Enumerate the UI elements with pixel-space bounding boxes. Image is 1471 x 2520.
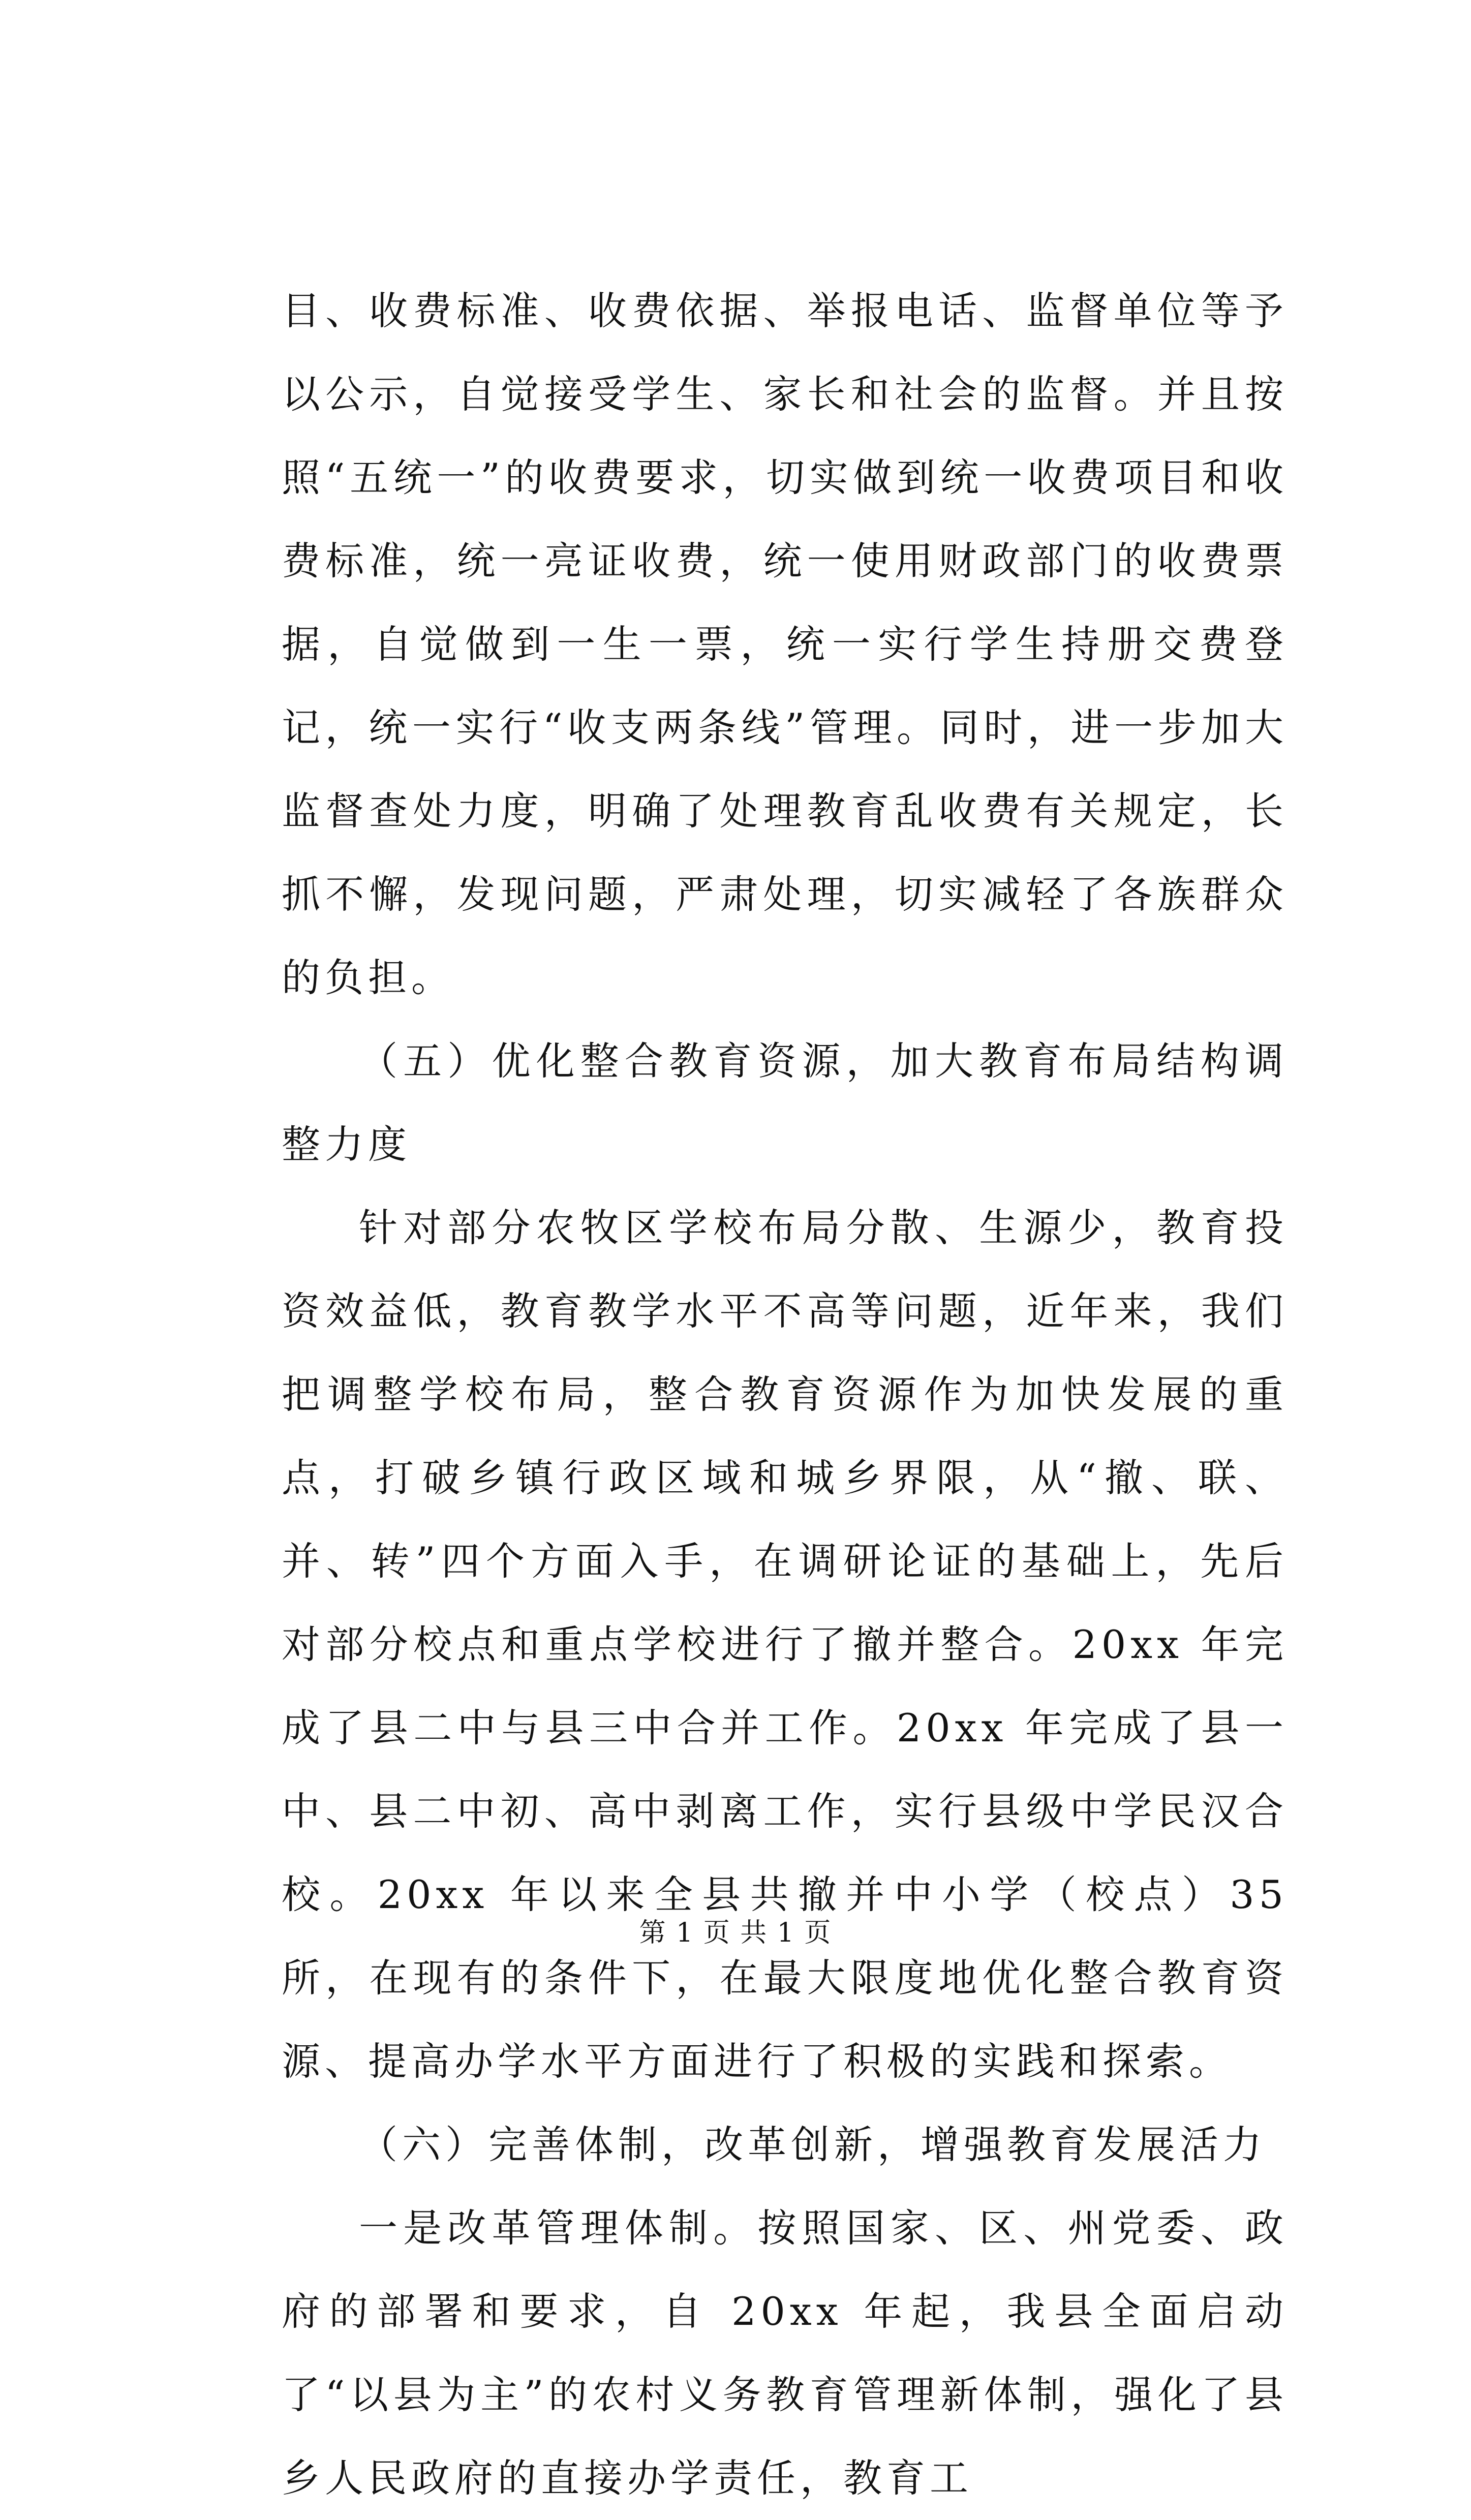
document-body xyxy=(282,269,1288,2520)
section-heading-five: （五）优化整合教育资源，加大教育布局结构调整力度 xyxy=(282,1038,1288,1167)
paragraph-management-reform: 一是改革管理体制。按照国家、区、州党委、政府的部署和要求，自 20xx 年起，我县全面启动了“以县为主”的农村义务教育管理新体制，强化了县乡人民政府的直接办学责任，教育工 xyxy=(282,2205,1288,2501)
page-footer: 第 1 页 共 1 页 xyxy=(639,1918,832,1948)
paragraph-resource-integration: 针对部分农牧区学校布局分散、生源少，教育投资效益低，教育教学水平不高等问题，近年来，我们把调整学校布局，整合教育资源作为加快发展的重点，打破乡镇行政区域和城乡界限，从“撤、联、并、转”四个方面入手，在调研论证的基础上，先后对部分校点和重点学校进行了撤并整合。20xx 年完成了县二中与县三中合并工作。20xx 年完成了县一中、县二中初、高中剥离工作，实行县级中学民汉合校。20xx 年以来全县共撤并中小学（校点）35 所，在现有的条件下，在最大限度地优化整合教育资源、提高办学水平方面进行了积极的实践和探索。 xyxy=(282,1205,1288,2084)
paragraph-continuation: 目、收费标准、收费依据、举报电话、监督单位等予以公示，自觉接受学生、家长和社会的监督。并且按照“五统一”的收费要求，切实做到统一收费项目和收费标准，统一亮证收费，统一使用财政部门的收费票据，自觉做到一生一票，统一实行学生持册交费登记，统一实行“收支两条线”管理。同时，进一步加大监督查处力度，明确了处理教育乱收费有关规定，长抓不懈，发现问题，严肃处理，切实减轻了各族群众的负担。 xyxy=(282,288,1288,1000)
section-heading-six: （六）完善体制，改革创新，增强教育发展活力 xyxy=(359,2122,1266,2167)
